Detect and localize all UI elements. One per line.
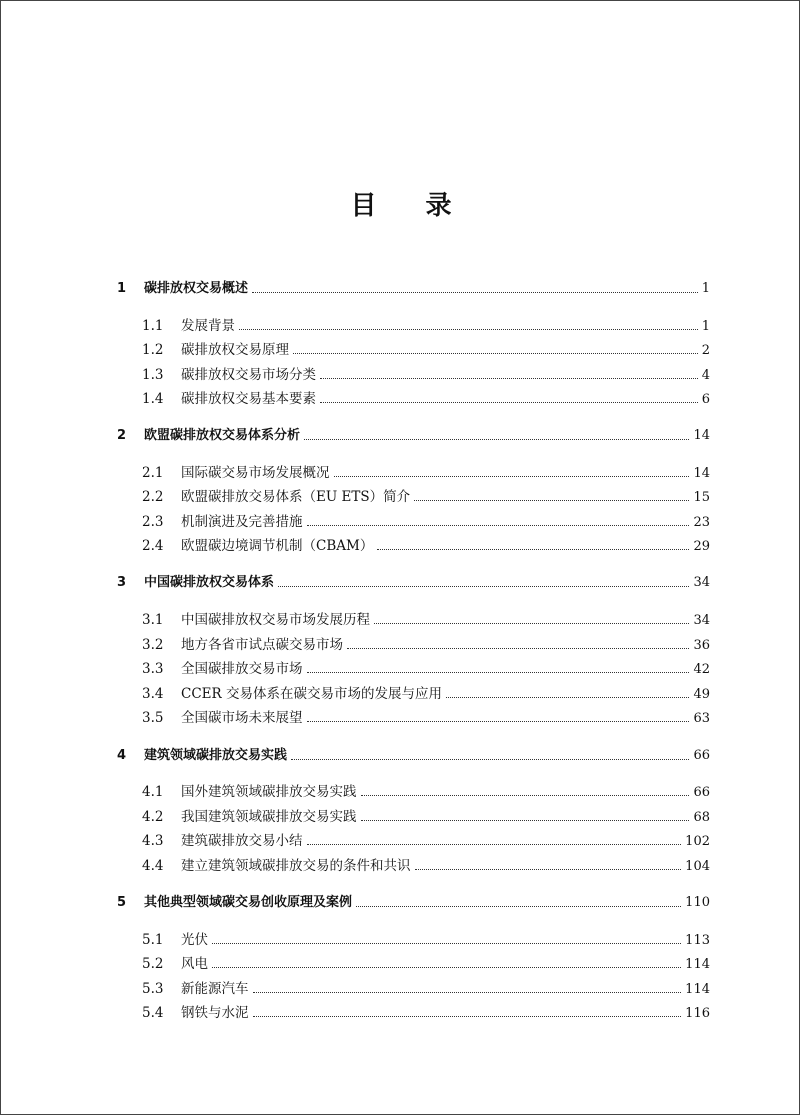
dot-leader (374, 622, 689, 624)
section-title: 欧盟碳排放交易体系（EU ETS）简介 (181, 489, 411, 505)
toc-section-1-1[interactable] (142, 316, 710, 336)
section-title: 光伏 (181, 932, 208, 948)
toc-section-4-1[interactable] (142, 782, 710, 802)
page-number: 114 (685, 982, 710, 997)
page-number: 68 (693, 810, 710, 825)
toc-chapter-1[interactable] (117, 279, 710, 299)
dot-leader (320, 377, 698, 379)
section-number: 1.4 (142, 391, 164, 407)
section-title: 风电 (181, 956, 208, 972)
page-number: 15 (693, 490, 710, 505)
chapter-number: 4 (117, 748, 127, 763)
section-number: 5.1 (142, 932, 164, 948)
section-title: 建立建筑领域碳排放交易的条件和共识 (181, 858, 411, 874)
section-title: 我国建筑领域碳排放交易实践 (181, 809, 357, 825)
toc-section-1-4[interactable] (142, 389, 710, 409)
toc-chapter-5[interactable] (117, 893, 710, 913)
section-number: 2.4 (142, 538, 164, 554)
page-number: 34 (693, 575, 710, 590)
chapter-title: 其他典型领域碳交易创收原理及案例 (144, 895, 353, 910)
section-number: 5.4 (142, 1005, 164, 1021)
chapter-title: 中国碳排放权交易体系 (144, 575, 275, 590)
toc-section-5-1[interactable] (142, 930, 710, 950)
section-number: 3.4 (142, 686, 164, 702)
section-number: 3.2 (142, 637, 164, 653)
page-number: 23 (693, 515, 710, 530)
page-number: 42 (693, 662, 710, 677)
toc-section-4-2[interactable] (142, 807, 710, 827)
page-number: 1 (701, 281, 710, 296)
dot-leader (212, 966, 681, 968)
section-title: 建筑碳排放交易小结 (181, 833, 303, 849)
dot-leader (253, 991, 682, 993)
page-number: 1 (701, 319, 710, 334)
section-number: 3.5 (142, 710, 164, 726)
toc-section-3-1[interactable] (142, 610, 710, 630)
section-title: 地方各省市试点碳交易市场 (181, 637, 343, 653)
chapter-number: 5 (117, 895, 127, 910)
section-title: 欧盟碳边境调节机制（CBAM） (181, 538, 374, 554)
dot-leader (304, 438, 689, 440)
toc-section-2-2[interactable] (142, 487, 710, 507)
section-number: 1.3 (142, 367, 164, 383)
toc-section-1-2[interactable] (142, 340, 710, 360)
toc-chapter-3[interactable] (117, 573, 710, 593)
section-number: 3.3 (142, 661, 164, 677)
dot-leader (446, 696, 689, 698)
dot-leader (239, 328, 698, 330)
page-title: 目 录 (350, 191, 472, 221)
dot-leader (361, 819, 690, 821)
section-title: 全国碳市场未来展望 (181, 710, 303, 726)
section-number: 2.3 (142, 514, 164, 530)
dot-leader (347, 647, 689, 649)
toc-section-3-5[interactable] (142, 708, 710, 728)
section-title: 全国碳排放交易市场 (181, 661, 303, 677)
toc-section-5-3[interactable] (142, 979, 710, 999)
page-number: 110 (685, 895, 710, 910)
dot-leader (252, 291, 698, 293)
table-of-contents (1, 1, 800, 1116)
section-number: 4.2 (142, 809, 164, 825)
dot-leader (356, 905, 681, 907)
dot-leader (253, 1015, 682, 1017)
section-number: 2.1 (142, 465, 164, 481)
dot-leader (307, 843, 682, 845)
page-number: 4 (701, 368, 710, 383)
toc-section-2-1[interactable] (142, 463, 710, 483)
section-title: 碳排放权交易市场分类 (181, 367, 316, 383)
section-title: CCER 交易体系在碳交易市场的发展与应用 (181, 686, 442, 702)
section-title: 钢铁与水泥 (181, 1005, 249, 1021)
page-number: 14 (693, 428, 710, 443)
dot-leader (320, 401, 698, 403)
dot-leader (307, 671, 690, 673)
page-number: 114 (685, 957, 710, 972)
dot-leader (278, 585, 689, 587)
toc-section-3-3[interactable] (142, 659, 710, 679)
dot-leader (307, 524, 690, 526)
dot-leader (361, 794, 690, 796)
toc-chapter-4[interactable] (117, 746, 710, 766)
section-number: 5.3 (142, 981, 164, 997)
page-number: 116 (685, 1006, 710, 1021)
page-number: 63 (693, 711, 710, 726)
page-number: 66 (693, 785, 710, 800)
toc-section-3-4[interactable] (142, 684, 710, 704)
toc-section-3-2[interactable] (142, 635, 710, 655)
section-number: 1.2 (142, 342, 164, 358)
section-number: 4.4 (142, 858, 164, 874)
chapter-title: 欧盟碳排放权交易体系分析 (144, 428, 301, 443)
section-number: 1.1 (142, 318, 164, 334)
section-title: 机制演进及完善措施 (181, 514, 303, 530)
dot-leader (307, 720, 690, 722)
dot-leader (291, 758, 689, 760)
toc-section-5-4[interactable] (142, 1003, 710, 1023)
section-title: 中国碳排放权交易市场发展历程 (181, 612, 370, 628)
section-title: 碳排放权交易原理 (181, 342, 289, 358)
dot-leader (334, 475, 690, 477)
page-number: 2 (701, 343, 710, 358)
toc-chapter-2[interactable] (117, 426, 710, 446)
section-title: 碳排放权交易基本要素 (181, 391, 316, 407)
dot-leader (212, 942, 681, 944)
toc-section-4-3[interactable] (142, 831, 710, 851)
section-title: 发展背景 (181, 318, 235, 334)
section-number: 4.1 (142, 784, 164, 800)
section-number: 3.1 (142, 612, 164, 628)
page-number: 6 (701, 392, 710, 407)
page-number: 66 (693, 748, 710, 763)
toc-section-2-4[interactable] (142, 536, 710, 556)
chapter-title: 碳排放权交易概述 (144, 281, 249, 296)
dot-leader (415, 868, 682, 870)
page-number: 14 (693, 466, 710, 481)
page-number: 104 (685, 859, 710, 874)
section-number: 4.3 (142, 833, 164, 849)
page-number: 102 (685, 834, 710, 849)
toc-section-2-3[interactable] (142, 512, 710, 532)
dot-leader (414, 499, 689, 501)
page-number: 34 (693, 613, 710, 628)
section-title: 新能源汽车 (181, 981, 249, 997)
page-number: 36 (693, 638, 710, 653)
section-title: 国际碳交易市场发展概况 (181, 465, 330, 481)
toc-section-1-3[interactable] (142, 365, 710, 385)
toc-section-5-2[interactable] (142, 954, 710, 974)
page-number: 29 (693, 539, 710, 554)
toc-section-4-4[interactable] (142, 856, 710, 876)
chapter-number: 1 (117, 281, 127, 296)
chapter-number: 3 (117, 575, 127, 590)
chapter-title: 建筑领域碳排放交易实践 (144, 748, 288, 763)
dot-leader (377, 548, 689, 550)
section-number: 2.2 (142, 489, 164, 505)
page-number: 113 (685, 933, 710, 948)
section-title: 国外建筑领域碳排放交易实践 (181, 784, 357, 800)
dot-leader (293, 352, 698, 354)
page-number: 49 (693, 687, 710, 702)
section-number: 5.2 (142, 956, 164, 972)
chapter-number: 2 (117, 428, 127, 443)
